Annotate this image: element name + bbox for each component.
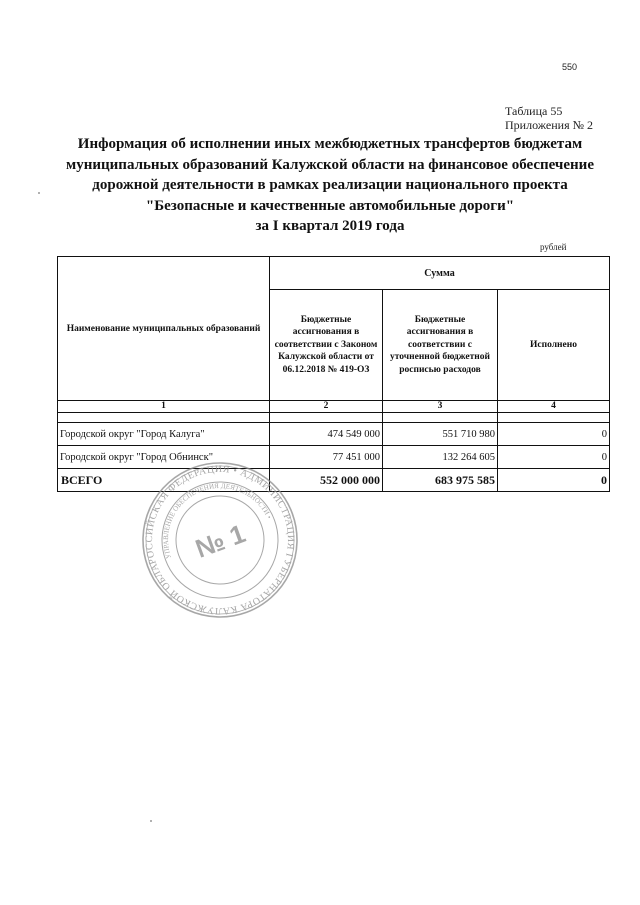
- table-label: Таблица 55: [505, 104, 563, 118]
- title-line: Информация об исполнении иных межбюджетных трансфертов бюджетам: [77, 136, 583, 152]
- title-line: дорожной деятельности в рамках реализации национального проекта: [92, 177, 568, 193]
- allocated-revised-value: 551 710 980: [383, 423, 498, 446]
- total-executed: 0: [498, 469, 610, 492]
- header-row: [58, 257, 610, 290]
- spacer-row: [58, 413, 610, 423]
- municipality-name: Городской округ "Город Обнинск": [58, 446, 270, 469]
- page-number: 550: [562, 62, 578, 72]
- column-number: 2: [270, 401, 383, 413]
- total-allocated-revised: 683 975 585: [383, 469, 498, 492]
- column-number: 3: [383, 401, 498, 413]
- column-number: 1: [58, 401, 270, 413]
- scan-speck: [38, 192, 40, 194]
- col-header-sum: Сумма: [270, 257, 610, 290]
- units-label: рублей: [540, 242, 567, 252]
- executed-value: 0: [498, 423, 610, 446]
- col-header-allocated-revised: Бюджетные ассигнования в соответствии с уточненной бюджетной росписью расходов: [383, 290, 498, 401]
- allocated-law-value: 77 451 000: [270, 446, 383, 469]
- total-label: ВСЕГО: [58, 469, 270, 492]
- allocated-revised-value: 132 264 605: [383, 446, 498, 469]
- appendix-label: Приложения № 2: [505, 118, 594, 132]
- column-numbers-row: [58, 401, 610, 413]
- col-header-allocated-law: Бюджетные ассигнования в соответствии с Законом Калужской области от 06.12.2018 № 419-ОЗ: [270, 290, 383, 401]
- allocated-law-value: 474 549 000: [270, 423, 383, 446]
- document-title: [40, 134, 620, 237]
- title-line: за I квартал 2019 года: [255, 218, 405, 234]
- title-line: "Безопасные и качественные автомобильные дороги": [145, 197, 515, 214]
- column-number: 4: [498, 401, 610, 413]
- title-line: муниципальных образований Калужской области на финансовое обеспечение: [66, 156, 594, 173]
- official-seal-stamp: [140, 460, 300, 620]
- municipality-name: Городской округ "Город Калуга": [58, 423, 270, 446]
- table-row: [58, 423, 610, 446]
- executed-value: 0: [498, 446, 610, 469]
- transfers-table: [57, 256, 610, 492]
- scan-speck: [150, 820, 152, 822]
- seal-outer-text: РОССИЙСКАЯ ФЕДЕРАЦИЯ • АДМИНИСТРАЦИЯ ГУБЕРНАТОРА КАЛУЖСКОЙ ОБЛАСТИ: [143, 463, 297, 617]
- table-reference: [505, 104, 593, 132]
- total-allocated-law: 552 000 000: [270, 469, 383, 492]
- col-header-executed: Исполнено: [498, 290, 610, 401]
- seal-center-number: № 1: [191, 518, 250, 564]
- seal-inner-text: УПРАВЛЕНИЕ ОБЕСПЕЧЕНИЯ ДЕЯТЕЛЬНОСТИ •: [161, 481, 274, 560]
- col-header-name: Наименование муниципальных образований: [58, 257, 270, 401]
